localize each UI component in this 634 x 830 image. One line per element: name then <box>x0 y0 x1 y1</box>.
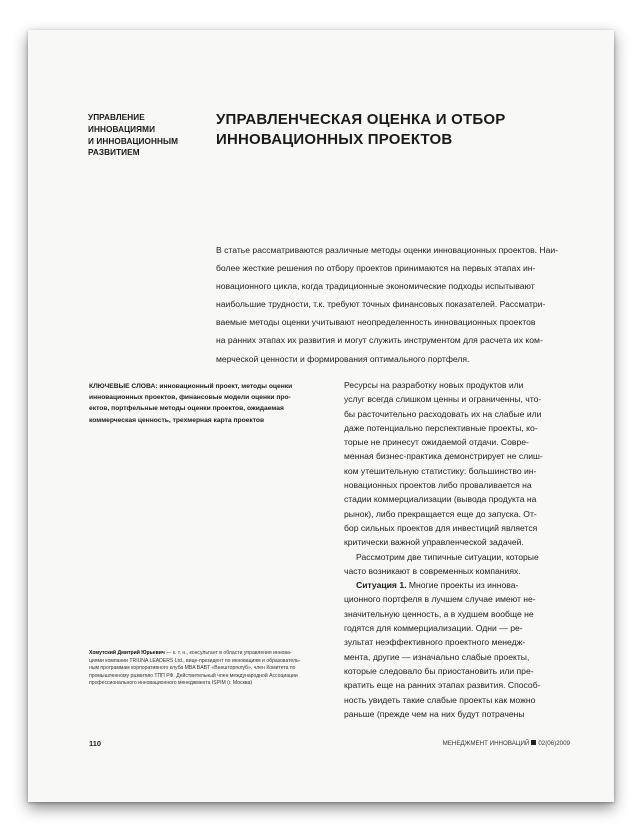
keywords-line: КЛЮЧЕВЫЕ СЛОВА: инновационный проект, методы оценки <box>89 383 293 390</box>
body-line: ционного портфеля в лучшем случае имеют не- <box>344 594 536 605</box>
article-title <box>216 110 576 150</box>
keywords-line: коммерческая ценность, трехмерная карта проектов <box>89 416 265 424</box>
abstract-line: на ранних этапах их развития и могут служить инструментом для расчета их ком- <box>216 335 543 346</box>
author-line-rest: — к. т. н., консультант в области управления иннова- <box>164 650 292 656</box>
section-label-line: И ИННОВАЦИОННЫМ <box>88 136 179 146</box>
abstract-line: В статье рассматриваются различные методы оценки инновационных проектов. Наи- <box>216 245 559 255</box>
body-line: рынок), либо прекращается еще до запуска. От- <box>344 508 537 519</box>
keywords <box>89 381 319 426</box>
section-label-line: УПРАВЛЕНИЕ <box>88 113 145 122</box>
body-line-rest: Многие проекты из иннова- <box>406 580 519 591</box>
author-line: профессионального инновационного менеджмента ISPIM (г. Москва) <box>89 680 253 687</box>
body-line: торые не принесут ожидаемой отдачи. Совре- <box>344 437 529 448</box>
body-line <box>344 578 584 592</box>
abstract-line: новационного цикла, когда традиционные экономические подходы испытывают <box>216 281 535 292</box>
body-line: новационных проектов либо проваливается на <box>344 480 532 491</box>
journal-issue: 02(06)2009 <box>538 740 570 747</box>
body-text <box>344 378 584 721</box>
body-line: даже потенциально перспективные проекты, ко- <box>344 422 538 433</box>
keywords-line: ектов, портфельные методы оценки проектов, ожидаемая <box>89 405 284 413</box>
body-line: бы расточительно расходовать их на слабые или <box>344 408 542 419</box>
abstract-line: наибольшие трудности, т.к. требуют точных финансовых показателей. Рассматри- <box>216 299 546 310</box>
square-separator-icon <box>531 740 536 745</box>
body-line: Ресурсы на разработку новых продуктов или <box>344 380 524 390</box>
page-number: 110 <box>89 739 102 748</box>
author-line: циями компании TRIUNA LEADERS Ltd., вице-президент по инновациям и образователь- <box>89 657 301 664</box>
section-label-line: РАЗВИТИЕМ <box>88 148 140 158</box>
body-line: менная бизнес-практика демонстрирует не слиш- <box>344 451 543 462</box>
journal-page <box>28 30 614 802</box>
body-line: услуг всегда слишком ценны и ограниченны, что- <box>344 394 542 405</box>
body-line: зультат неэффективного проектного менедж- <box>344 637 526 648</box>
author-line: ным программам корпоративного клуба MBA BABT «Внешторгклуб», член Комитета по <box>89 665 296 672</box>
author-line <box>89 650 324 658</box>
body-line: значительную ценность, а в худшем вообще не <box>344 608 534 619</box>
body-line: годятся для коммерциализации. Одни — ре- <box>344 623 523 634</box>
author-name: Хомутский Дмитрий Юрьевич <box>89 650 165 656</box>
body-line: которые следовало бы приостановить или пре- <box>344 665 534 676</box>
body-line: часто возникают в современных компаниях. <box>344 565 521 576</box>
section-label <box>88 112 208 159</box>
body-line: мента, другие — изначально слабые проекты, <box>344 651 530 662</box>
journal-footer <box>443 740 570 747</box>
body-line: ность увидеть такие слабые проекты как можно <box>344 694 536 705</box>
title-line: ИННОВАЦИОННЫХ ПРОЕКТОВ <box>216 131 453 148</box>
author-line: промышленному развитию ТПП РФ. Действительный член международной Ассоциации <box>89 672 298 679</box>
body-line: Рассмотрим две типичные ситуации, которые <box>356 551 539 562</box>
body-line: стадии коммерциализации (вывода продукта на <box>344 494 537 505</box>
abstract-line: более жесткие решения по отбору проектов принимаются на первых этапах ин- <box>216 263 536 274</box>
journal-name: МЕНЕДЖМЕНТ ИННОВАЦИЙ <box>442 740 530 747</box>
title-line: УПРАВЛЕНЧЕСКАЯ ОЦЕНКА И ОТБОР <box>216 111 506 128</box>
author-note <box>89 650 324 688</box>
section-label-line: ИННОВАЦИЯМИ <box>88 124 156 134</box>
body-line: критически важной управленческой задачей. <box>344 537 524 548</box>
situation-label: Ситуация 1. <box>356 580 407 591</box>
body-line: раньше (прежде чем на них будут потрачены <box>344 708 525 719</box>
abstract-line: мерческой ценности и формирования оптимального портфеля. <box>216 353 470 364</box>
abstract-line: ваемые методы оценки учитывают неопределенность инновационных проектов <box>216 317 536 328</box>
body-line: ком утешительную статистику: большинство ин- <box>344 465 537 476</box>
body-line: бор сильных проектов для инвестиций является <box>344 522 538 533</box>
keywords-line: инновационных проектов, финансовые модели оценки про- <box>89 394 291 402</box>
body-line: кратить еще на ранних этапах развития. Способ- <box>344 680 541 691</box>
abstract <box>216 241 584 368</box>
